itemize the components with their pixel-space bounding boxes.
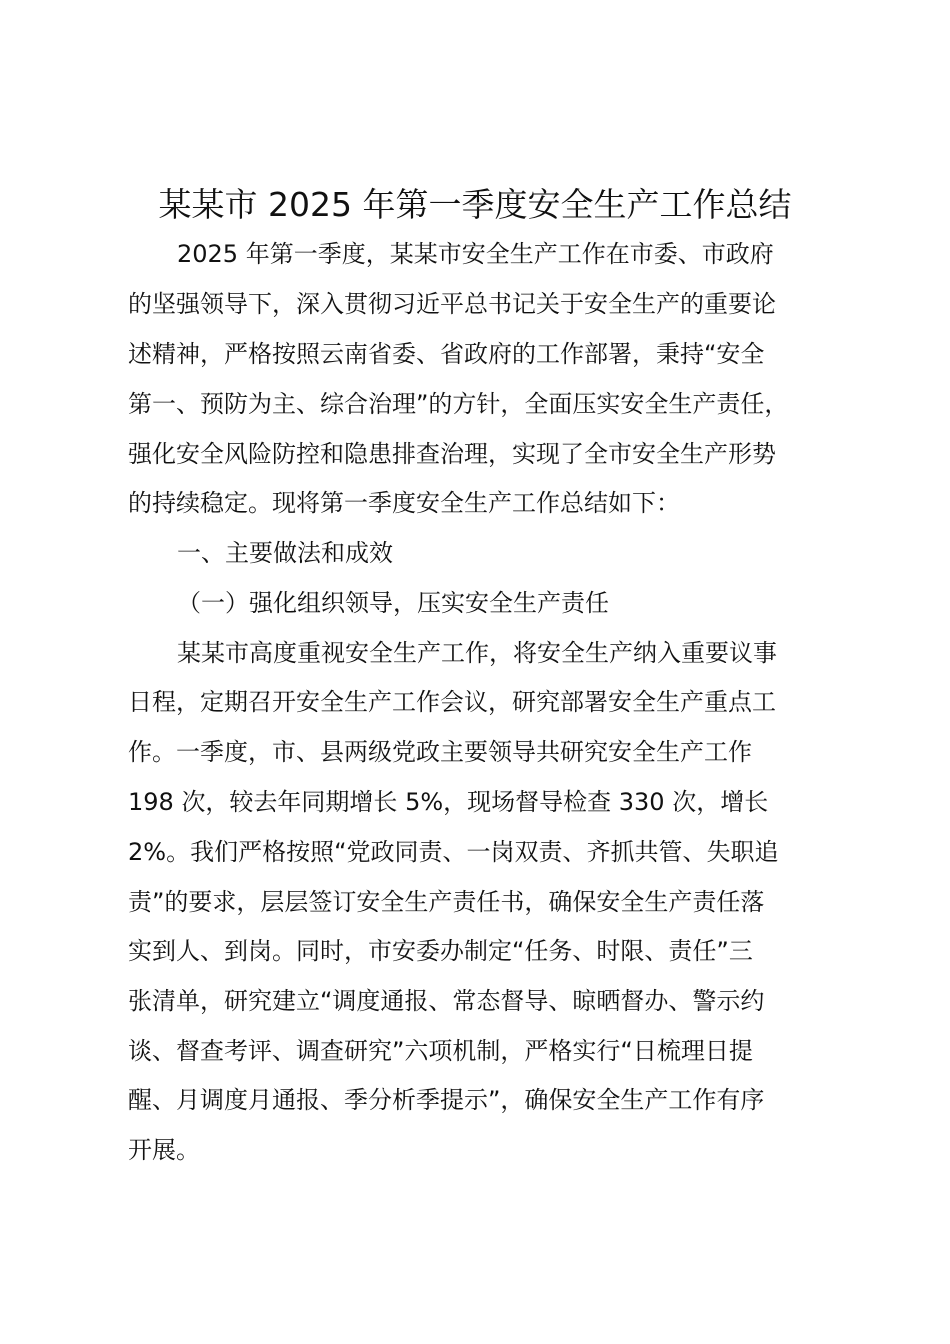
section-heading: 一、主要做法和成效 <box>177 539 393 567</box>
paragraph-line: 实到人、到岗。同时，市安委办制定“任务、时限、责任”三 <box>128 937 753 965</box>
paragraph-line: 作。一季度，市、县两级党政主要领导共研究安全生产工作 <box>128 738 752 766</box>
paragraph-line: 198 次，较去年同期增长 5%，现场督导检查 330 次，增长 <box>128 788 769 816</box>
paragraph-line: 述精神，严格按照云南省委、省政府的工作部署，秉持“安全 <box>128 340 765 368</box>
paragraph-line: 日程，定期召开安全生产工作会议，研究部署安全生产重点工 <box>128 688 776 716</box>
paragraph-line: 责”的要求，层层签订安全生产责任书，确保安全生产责任落 <box>128 888 765 916</box>
subsection-heading: （一）强化组织领导，压实安全生产责任 <box>177 589 609 617</box>
paragraph-line: 的持续稳定。现将第一季度安全生产工作总结如下： <box>128 489 680 517</box>
document-title: 某某市 2025 年第一季度安全生产工作总结 <box>158 185 792 224</box>
paragraph-line: 醒、月调度月通报、季分析季提示”，确保安全生产工作有序 <box>128 1086 765 1114</box>
paragraph-line: 谈、督查考评、调查研究”六项机制，严格实行“日梳理日提 <box>128 1037 753 1065</box>
paragraph-line: 开展。 <box>128 1136 200 1164</box>
paragraph-line: 某某市高度重视安全生产工作，将安全生产纳入重要议事 <box>177 639 777 667</box>
paragraph-line: 张清单，研究建立“调度通报、常态督导、晾晒督办、警示约 <box>128 987 765 1015</box>
paragraph-line: 2025 年第一季度，某某市安全生产工作在市委、市政府 <box>177 240 774 268</box>
paragraph-line: 的坚强领导下，深入贯彻习近平总书记关于安全生产的重要论 <box>128 290 776 318</box>
paragraph-line: 第一、预防为主、综合治理”的方针，全面压实安全生产责任， <box>128 390 789 418</box>
paragraph-line: 2%。我们严格按照“党政同责、一岗双责、齐抓共管、失职追 <box>128 838 779 866</box>
paragraph-line: 强化安全风险防控和隐患排查治理，实现了全市安全生产形势 <box>128 440 776 468</box>
